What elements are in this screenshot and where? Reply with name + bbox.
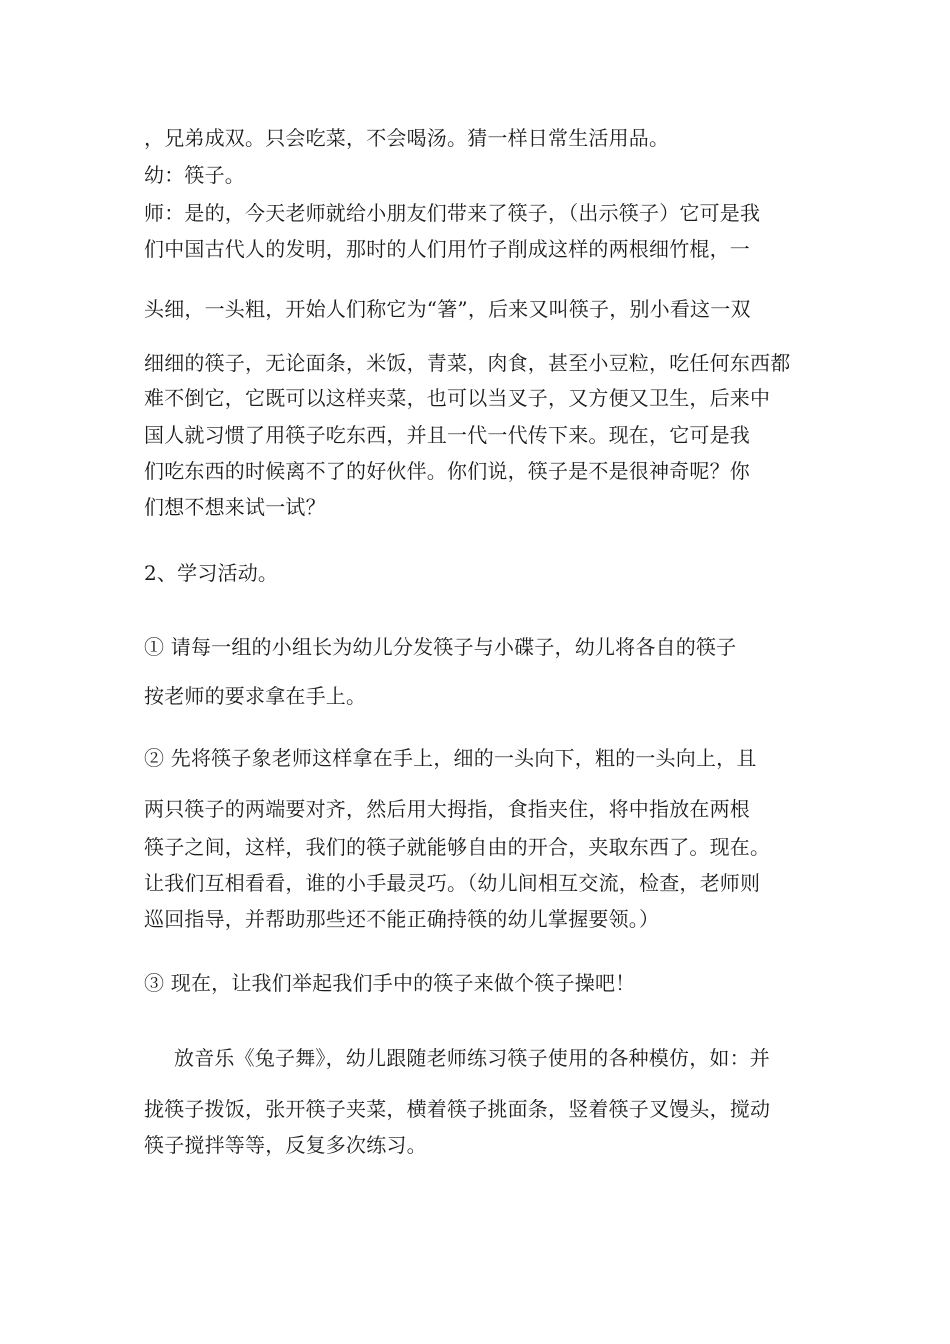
text-line: 让我们互相看看，谁的小手最灵巧。（幼儿间相互交流，检查，老师则 [144,871,761,895]
text-line: 们吃东西的时候离不了的好伙伴。你们说，筷子是不是很神奇呢？你 [144,459,750,483]
text-line: ，兄弟成双。只会吃菜，不会喝汤。猜一样日常生活用品。 [144,126,670,150]
text-line: 放音乐《兔子舞》，幼儿跟随老师练习筷子使用的各种模仿，如：并 [174,1046,770,1070]
text-line: 按老师的要求拿在手上。 [144,684,367,708]
text-line: 拢筷子拨饭，张开筷子夹菜，横着筷子挑面条，竖着筷子叉馒头，搅动 [144,1097,771,1121]
text-line: 师：是的，今天老师就给小朋友们带来了筷子，（出示筷子）它可是我 [144,201,761,225]
text-line: ① 请每一组的小组长为幼儿分发筷子与小碟子，幼儿将各自的筷子 [144,635,737,659]
text-line: ③ 现在，让我们举起我们手中的筷子来做个筷子操吧！ [144,971,636,995]
text-line: 头细，一头粗，开始人们称它为“箸”，后来又叫筷子，别小看这一双 [144,297,751,321]
text-line: 巡回指导，并帮助那些还不能正确持筷的幼儿掌握要领。） [144,907,660,931]
text-line: 们想不想来试一试？ [144,495,326,519]
text-line: 细细的筷子，无论面条，米饭，青菜，肉食，甚至小豆粒，吃任何东西都 [144,351,791,375]
text-line: 们中国古代人的发明，那时的人们用竹子削成这样的两根细竹棍，一 [144,237,750,261]
text-line: 筷子之间，这样，我们的筷子就能够自由的开合，夹取东西了。现在。 [144,835,771,859]
text-line: 难不倒它，它既可以这样夹菜，也可以当叉子，又方便又卫生，后来中 [144,386,771,410]
text-line: ② 先将筷子象老师这样拿在手上，细的一头向下，粗的一头向上，且 [144,746,757,770]
text-line: 筷子搅拌等等，反复多次练习。 [144,1133,427,1157]
text-line: 两只筷子的两端要对齐，然后用大拇指，食指夹住，将中指放在两根 [144,797,750,821]
section-heading: 2、学习活动。 [144,561,279,585]
text-line: 国人就习惯了用筷子吃东西，并且一代一代传下来。现在，它可是我 [144,423,750,447]
text-line: 幼：筷子。 [144,163,245,187]
